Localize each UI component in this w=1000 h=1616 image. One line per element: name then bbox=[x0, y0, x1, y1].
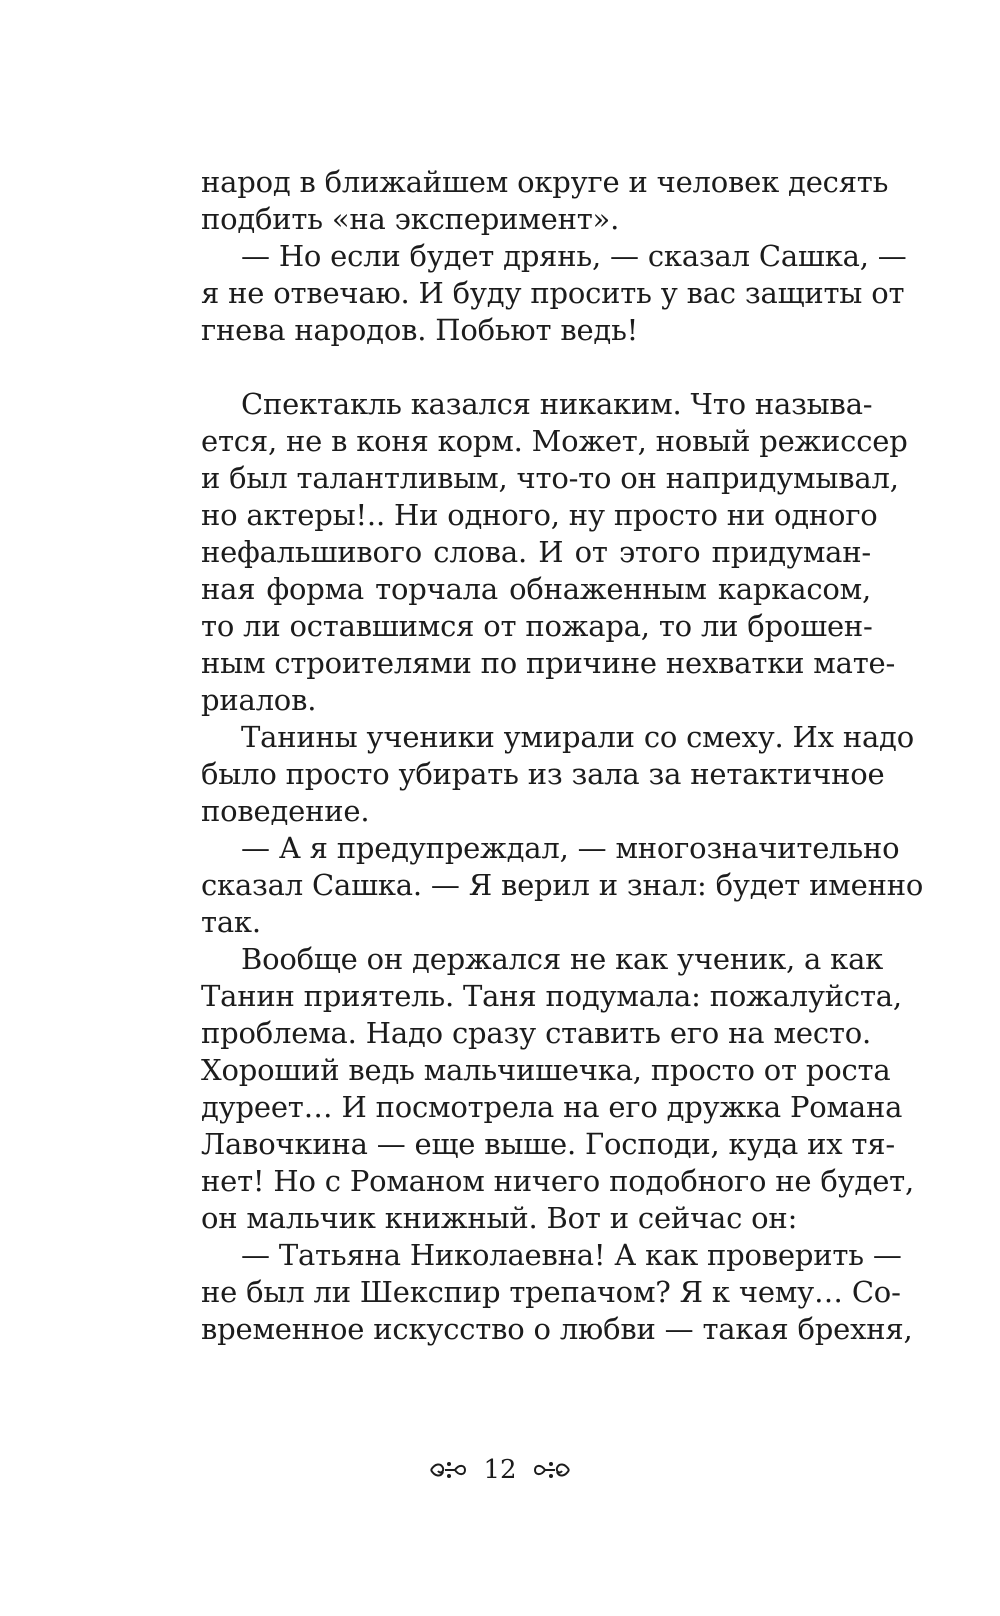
text-line: дуреет… И посмотрела на его дружка Романа bbox=[201, 1090, 903, 1124]
text-line: Танины ученики умирали со смеху. Их надо bbox=[241, 720, 914, 754]
text-line: Хороший ведь мальчишечка, просто от роста bbox=[201, 1053, 891, 1087]
text-line: — Татьяна Николаевна! А как проверить — bbox=[241, 1238, 902, 1272]
text-line: поведение. bbox=[201, 794, 370, 828]
text-line: нефальшивого слова. И от этого придуман- bbox=[201, 535, 871, 569]
text-line: Лавочкина — еще выше. Господи, куда их тя- bbox=[201, 1127, 895, 1161]
ornament-left-icon bbox=[429, 1459, 469, 1481]
page-footer bbox=[0, 1445, 1000, 1495]
text-line: риалов. bbox=[201, 683, 317, 717]
text-line: проблема. Надо сразу ставить его на место. bbox=[201, 1016, 871, 1050]
text-line: нет! Но с Романом ничего подобного не будет, bbox=[201, 1164, 915, 1198]
text-line: не был ли Шекспир трепачом? Я к чему… Со- bbox=[201, 1275, 901, 1309]
text-line: то ли оставшимся от пожара, то ли брошен- bbox=[201, 609, 873, 643]
text-line: народ в ближайшем округе и человек десять bbox=[201, 165, 889, 199]
text-line: было просто убирать из зала за нетактичное bbox=[201, 757, 885, 791]
text-line: он мальчик книжный. Вот и сейчас он: bbox=[201, 1201, 798, 1235]
text-line: временное искусство о любви — такая брехня, bbox=[201, 1312, 913, 1346]
text-line: Танин приятель. Таня подумала: пожалуйста, bbox=[201, 979, 902, 1013]
text-line: я не отвечаю. И буду просить у вас защиты от bbox=[201, 276, 905, 310]
page-number: 12 bbox=[483, 1455, 517, 1485]
text-line: и был талантливым, что-то он напридумывал, bbox=[201, 461, 899, 495]
text-line: ется, не в коня корм. Может, новый режиссер bbox=[201, 424, 908, 458]
text-line: так. bbox=[201, 905, 261, 939]
text-line: Вообще он держался не как ученик, а как bbox=[241, 942, 884, 976]
text-line: подбить «на эксперимент». bbox=[201, 202, 620, 236]
text-line: — А я предупреждал, — многозначительно bbox=[241, 831, 900, 865]
text-line: — Но если будет дрянь, — сказал Сашка, — bbox=[241, 239, 907, 273]
text-line: ным строителями по причине нехватки мате- bbox=[201, 646, 896, 680]
text-line: Спектакль казался никаким. Что называ- bbox=[241, 387, 873, 421]
text-line: но актеры!.. Ни одного, ну просто ни одного bbox=[201, 498, 878, 532]
text-line: сказал Сашка. — Я верил и знал: будет именно bbox=[201, 868, 924, 902]
ornament-right-icon bbox=[531, 1459, 571, 1481]
text-line: гнева народов. Побьют ведь! bbox=[201, 313, 639, 347]
text-line: ная форма торчала обнаженным каркасом, bbox=[201, 572, 871, 606]
